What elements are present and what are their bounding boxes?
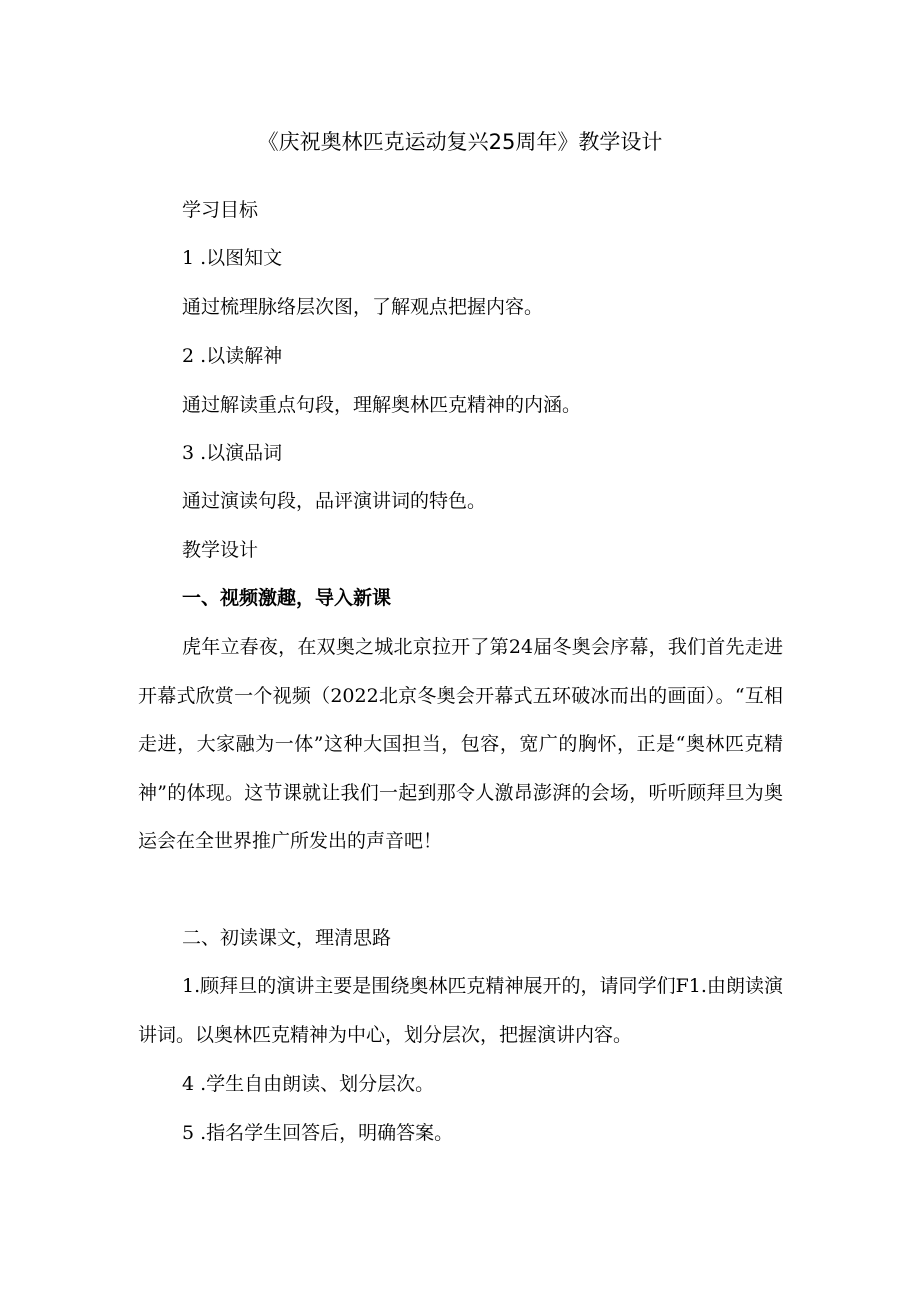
section-1-paragraph: 虎年立春夜，在双奥之城北京拉开了第24届冬奥会序幕，我们首先走进开幕式欣赏一个视频（2022北京冬奥会开幕式五环破冰而出的画面）。“互相走进，大家融为一体”这种大国担当，包容，宽广的胸怀，正是“奥林匹克精神”的体现。这节课就让我们一起到那令人激昂澎湃的会场，听听顾拜旦为奥运会在全世界推广所发出的声音吧！ <box>138 636 783 853</box>
section-2-paragraph: 1.顾拜旦的演讲主要是围绕奥林匹克精神展开的，请同学们F1.由朗读演讲词。以奥林匹克精神为中心，划分层次，把握演讲内容。 <box>138 975 783 1046</box>
objectives-heading: 学习目标 <box>182 199 259 221</box>
objective-2-desc: 通过解读重点句段，理解奥林匹克精神的内涵。 <box>182 394 582 416</box>
objective-2-label: 2 .以读解神 <box>182 345 283 367</box>
section-2-item-4: 4 .学生自由朗读、划分层次。 <box>182 1073 435 1095</box>
objective-1-label: 1 .以图知文 <box>182 247 283 269</box>
objective-3-label: 3 .以演品词 <box>182 442 283 464</box>
section-2-item-5: 5 .指名学生回答后，明确答案。 <box>182 1122 454 1144</box>
design-heading: 教学设计 <box>182 539 259 561</box>
objective-1-desc: 通过梳理脉络层次图，了解观点把握内容。 <box>182 296 544 318</box>
section-2-heading: 二、初读课文，理清思路 <box>182 927 392 949</box>
objective-3-desc: 通过演读句段，品评演讲词的特色。 <box>182 490 487 512</box>
document-title: 《庆祝奥林匹克运动复兴25周年》教学设计 <box>257 130 663 154</box>
section-1-heading: 一、视频激趣，导入新课 <box>182 587 392 609</box>
